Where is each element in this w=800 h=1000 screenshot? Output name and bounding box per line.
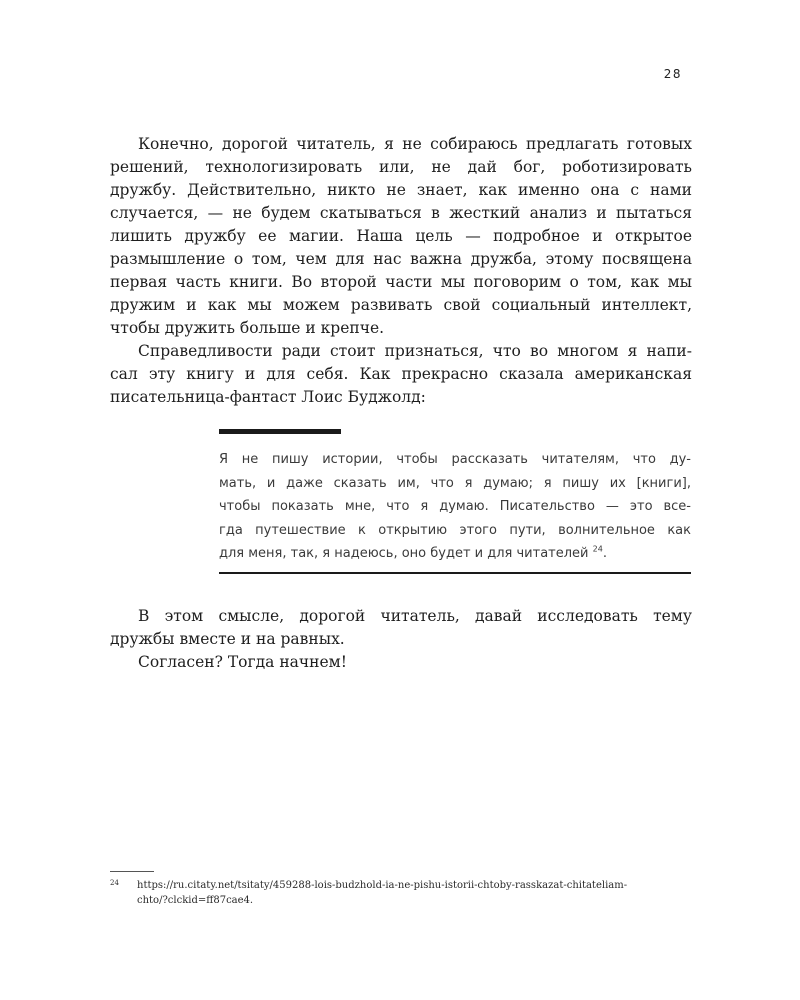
page-number: 28 <box>663 67 682 81</box>
quote-line <box>219 542 691 566</box>
text-line: Справедливости ради стоит признаться, что во многом я напи- <box>138 342 692 360</box>
text-line: чтобы дружить больше и крепче. <box>110 319 385 337</box>
text-line: решений, технологизировать или, не дай бог, роботизировать <box>110 158 692 176</box>
main-text-block <box>110 133 692 409</box>
paragraph <box>110 605 692 651</box>
text-line: первая часть книги. Во второй части мы поговорим о том, как мы <box>110 273 692 291</box>
footnote-separator <box>110 871 154 872</box>
text-line: Конечно, дорогой читатель, я не собираюсь предлагать готовых <box>138 135 692 153</box>
text-line: писательница-фантаст Лоис Буджолд: <box>110 388 426 406</box>
quote-line: чтобы показать мне, что я думаю. Писательство — это все- <box>219 499 691 514</box>
text-line: случается, — не будем скатываться в жесткий анализ и пытаться <box>110 204 692 222</box>
footnote-line: chto/?clckid=ff87cae4. <box>137 895 254 906</box>
paragraph <box>110 340 692 409</box>
text-line: дружим и как мы можем развивать свой социальный интеллект, <box>110 296 692 314</box>
footnote-marker: 24 <box>110 879 119 887</box>
quote-end-punctuation: . <box>602 546 607 561</box>
text-line: дружбы вместе и на равных. <box>110 630 345 648</box>
quote-line: гда путешествие к открытию этого пути, волнительное как <box>219 522 691 538</box>
block-quote <box>219 448 691 566</box>
quote-line: Я не пишу истории, чтобы рассказать читателям, что ду- <box>219 452 691 467</box>
quote-line: мать, и даже сказать им, что я думаю; я пишу их [книги], <box>219 475 691 491</box>
closing-text-block <box>110 605 692 674</box>
text-line: лишить дружбу ее магии. Наша цель — подробное и открытое <box>110 227 692 245</box>
footnote-reference[interactable]: 24 <box>592 544 603 554</box>
text-line: сал эту книгу и для себя. Как прекрасно сказала американская <box>110 365 692 383</box>
footnote <box>110 878 692 908</box>
paragraph <box>110 651 692 674</box>
footnote-line: https://ru.citaty.net/tsitaty/459288-lois-budzhold-ia-ne-pishu-istorii-chtoby-rasskazat-chitateliam- <box>137 880 628 891</box>
text-line: В этом смысле, дорогой читатель, давай исследовать тему <box>138 607 692 625</box>
quote-line-text: для меня, так, я надеюсь, оно будет и для читателей <box>219 546 589 561</box>
paragraph <box>110 133 692 340</box>
footnote-url[interactable] <box>137 878 692 908</box>
quote-bottom-rule <box>219 572 691 574</box>
quote-top-rule <box>219 429 341 434</box>
text-line: дружбу. Действительно, никто не знает, как именно она с нами <box>110 181 692 199</box>
text-line: Согласен? Тогда начнем! <box>138 653 347 671</box>
text-line: размышление о том, чем для нас важна дружба, этому посвящена <box>110 250 692 268</box>
